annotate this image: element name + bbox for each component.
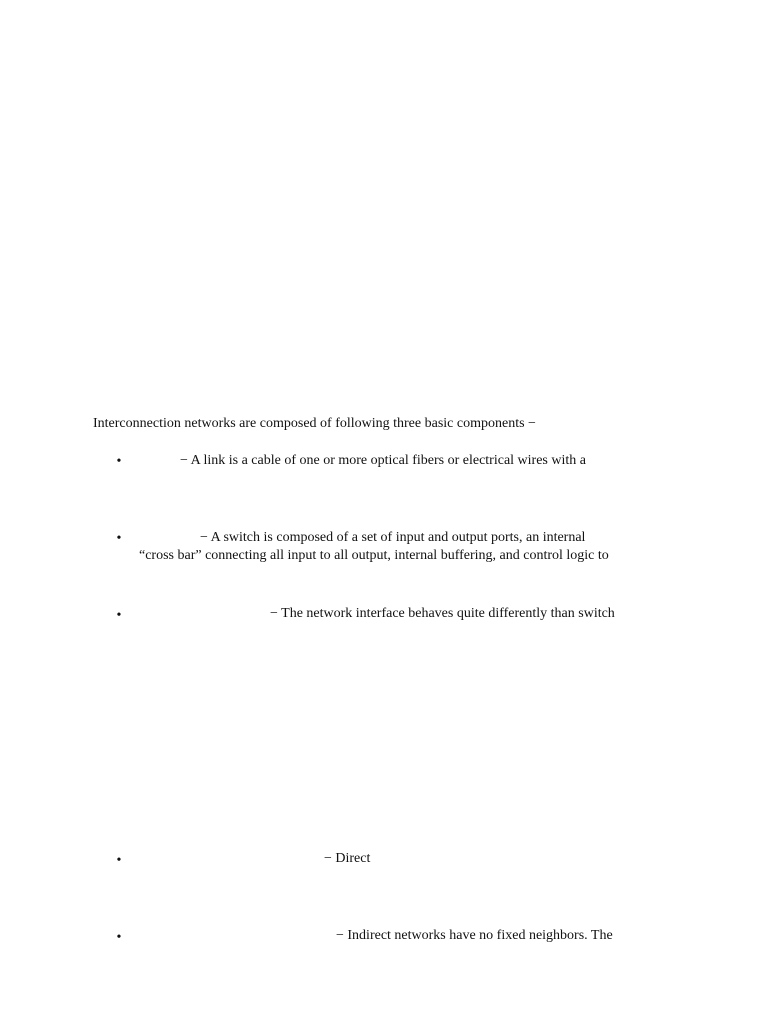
intro-paragraph: Interconnection networks are composed of following three basic components − — [93, 416, 536, 431]
list-item-direct: − Direct — [324, 851, 371, 866]
bullet-marker: • — [116, 454, 122, 469]
bullet-marker: • — [116, 930, 122, 945]
bullet-marker: • — [116, 853, 122, 868]
list-item-switch-continuation: “cross bar” connecting all input to all output, internal buffering, and control logic to — [139, 548, 609, 563]
list-item-network-interface: − The network interface behaves quite differently than switch — [270, 606, 615, 621]
list-item-indirect: − Indirect networks have no fixed neighbors. The — [336, 928, 613, 943]
bullet-marker: • — [116, 531, 122, 546]
bullet-marker: • — [116, 608, 122, 623]
list-item-link: − A link is a cable of one or more optical fibers or electrical wires with a — [180, 453, 586, 468]
list-item-switch: − A switch is composed of a set of input and output ports, an internal — [200, 530, 586, 545]
